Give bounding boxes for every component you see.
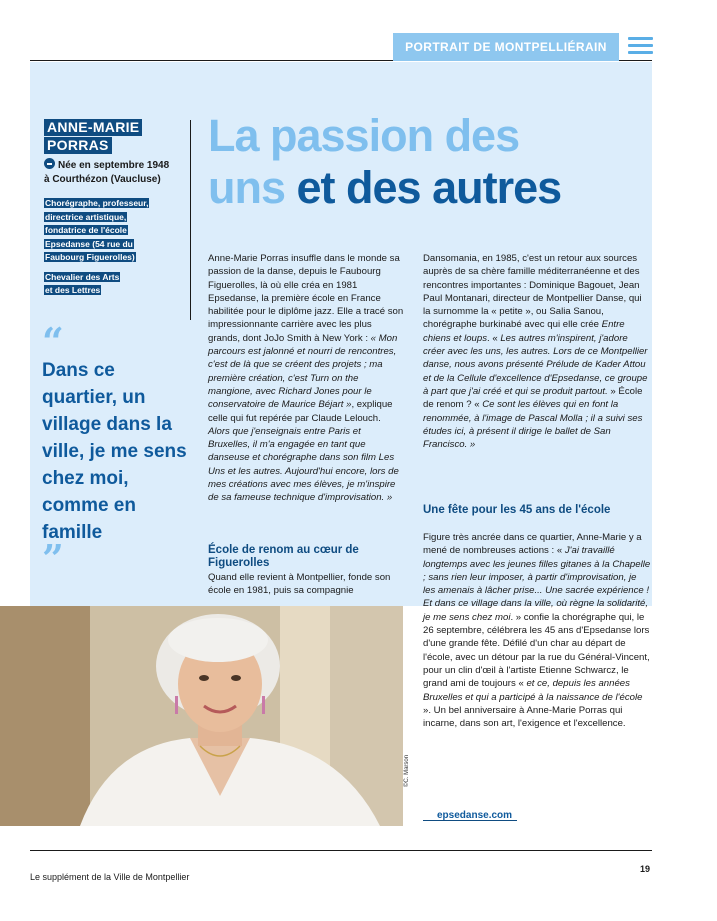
header-rule [30,35,398,61]
article-column-2: Dansomania, en 1985, c'est un retour aux sources auprès de sa chère famille méditerranéenne et des rencontres importantes : Dominique Bagouet, Jean Paul Montanari, directeur de Montpellier Danse, qui la surnomme la « petite », ou Salia Sanou, chorégraphe burkinabé avec qui elle crée Entre chiens et loups. « Les autres m'inspirent, j'adore créer avec les uns, les autres. Lors de ce Montpellier danse, nous avons présenté Prélude de Kader Attou et de la Cellule d'excellence d'Epsedanse, ce groupe à part que j'ai créé et qui se produit partout. » École de renom ? « Ce sont les élèves qui en font la renommée, à l'image de Pascal Molla ; il a suivi ses études ici, à présent il dirige le ballet de San Francisco. » [423,253,648,451]
subhead-fete: Une fête pour les 45 ans de l'école [423,504,611,516]
article-title: La passion des uns et des autres [208,110,562,213]
footer-publication: Le supplément de la Ville de Montpellier [30,872,190,882]
article-column-1-end: Quand elle revient à Montpellier, fonde son école en 1981, puis sa compagnie [208,572,391,597]
profile-birth: Née en septembre 1948 à Courthézon (Vaucluse) [44,160,170,185]
photo-credit: ©C. Marson [404,754,410,787]
portrait-photo [0,606,403,826]
header-rule-right [619,60,652,61]
profile-roles: Chorégraphe, professeur, directrice artistique, fondatrice de l'école Epsedanse (54 rue du Faubourg Figuerolles) Chevalier des Arts et des Lettres [44,196,184,303]
sidebar-divider [190,120,191,320]
footer-rule [30,850,652,851]
hamburger-menu-icon[interactable] [628,37,653,55]
name-last: PORRAS [44,137,112,154]
close-quote-icon: ” [42,536,64,581]
open-quote-icon: “ [42,319,64,364]
subhead-ecole: École de renom au cœur de Figuerolles [208,544,359,569]
pull-quote: Dans ce quartier, un village dans la ville, je me sens chez moi, comme en famille [42,360,187,543]
page-number: 19 [640,864,651,874]
article-column-2-end: Figure très ancrée dans ce quartier, Anne-Marie y a mené de nombreuses actions : « J'ai travaillé longtemps avec les jeunes filles gitanes à la Chapelle ; sans rien leur imposer, à partir d'improvisation, je les amenais à lâcher prise... Une sacrée expérience ! Et dans ce village dans la ville, où règne la solidarité, je me sens chez moi. » confie la chorégraphe qui, le 26 septembre, célébrera les 45 ans d'Epsedanse lors d'une grande fête. Défilé d'un char au départ de l'école, avec un détour par la rue du Général-Vincent, pour un clin d'œil à l'artiste Etienne Schwarcz, le grand ami de toujours « et ce, depuis les années Bruxelles et qui a participé à la naissance de l'école ». Un bel anniversaire à Anne-Marie Porras qui incarne, dans son art, l'exigence et l'excellence. [423,532,651,730]
profile-name [44,119,142,155]
article-column-1: Anne-Marie Porras insuffle dans le monde sa passion de la danse, depuis le Faubourg Figuerolles, là où elle créa en 1981 Epsedanse, la première école en France habilitée pour le diplôme jazz. Elle a tracé son impressionnante carrière avec les plus grands, dont JoJo Smith à New York : « Mon parcours est jalonné et nourri de rencontres, c'est de là que se créent des projets ; ma première création, c'est Turn on the mangione, avec Richard Jones pour le conservatoire de Maurice Béjart », explique celle qui fut repérée par Claude Lelouch. Alors que j'enseignais entre Paris et Bruxelles, il m'a engagée en tant que danseuse et chorégraphe dans son film Les Uns et les autres. Aujourd'hui encore, lors de mes créations avec mes élèves, je m'inspire de sa fameuse technique d'improvisation. » [208,253,404,504]
website-link[interactable]: epsedanse.com [437,810,513,821]
name-first: ANNE-MARIE [44,119,142,136]
birth-icon [44,158,55,169]
section-label: PORTRAIT DE MONTPELLIÉRAIN [393,33,619,61]
profile-honor: Chevalier des Arts et des Lettres [45,271,120,295]
